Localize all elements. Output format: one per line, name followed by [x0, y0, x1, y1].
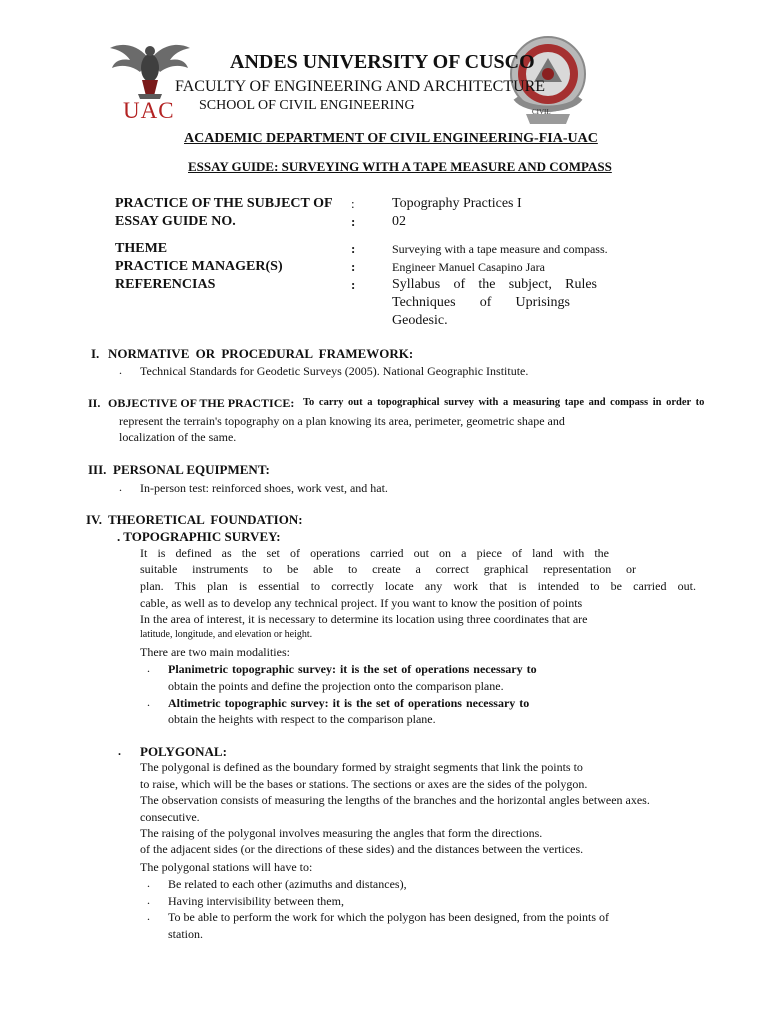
section-number: I.: [91, 346, 100, 361]
paragraph-line: represent the terrain's topography on a plan knowing its area, perimeter, geometric shape and: [119, 414, 565, 428]
list-item-continuation: station.: [168, 927, 203, 941]
planimetric-survey-label: Planimetric topographic survey: it is the set of operations necessary to: [168, 662, 537, 676]
subsection-title: . TOPOGRAPHIC SURVEY:: [117, 529, 281, 544]
subsection-title: POLYGONAL:: [140, 744, 227, 759]
manager-value: Engineer Manuel Casapino Jara: [392, 260, 545, 274]
paragraph-line: latitude, longitude, and elevation or height.: [140, 629, 313, 640]
paragraph-line: The polygonal is defined as the boundary formed by straight segments that link the points to: [140, 760, 583, 774]
list-item: Having intervisibility between them,: [168, 894, 344, 908]
paragraph-line: It is defined as the set of operations carried out on a piece of land with the: [140, 546, 609, 560]
references-value-line: Syllabus of the subject, Rules: [392, 277, 597, 292]
paragraph-line: cable, as well as to develop any technical project. If you want to know the position of points: [140, 596, 583, 610]
uac-logo-text: UAC: [123, 98, 175, 123]
guide-label: ESSAY GUIDE NO.: [115, 214, 236, 229]
paragraph-line: obtain the heights with respect to the comparison plane.: [168, 712, 436, 726]
altimetric-survey-label: Altimetric topographic survey: it is the set of operations necessary to: [168, 696, 530, 710]
paragraph-line: The observation consists of measuring the lengths of the branches and the horizontal angles between axes.: [140, 793, 650, 807]
essay-title: ESSAY GUIDE: SURVEYING WITH A TAPE MEASURE AND COMPASS: [188, 159, 612, 174]
list-item: Be related to each other (azimuths and distances),: [168, 877, 407, 891]
school-name: SCHOOL OF CIVIL ENGINEERING: [199, 98, 415, 113]
paragraph-line: suitable instruments to be able to create a correct graphical representation or: [140, 562, 636, 576]
list-item: Technical Standards for Geodetic Surveys (2005). National Geographic Institute.: [140, 364, 529, 378]
bullet: .: [147, 909, 150, 923]
bullet: .: [147, 695, 150, 709]
bullet: .: [147, 893, 150, 907]
paragraph-line: In the area of interest, it is necessary to determine its location using three coordinates that are: [140, 612, 588, 626]
list-item: In-person test: reinforced shoes, work vest, and hat.: [140, 481, 388, 495]
section-title: NORMATIVE OR PROCEDURAL FRAMEWORK:: [108, 346, 414, 361]
section-title: OBJECTIVE OF THE PRACTICE:: [108, 396, 295, 410]
theme-value: Surveying with a tape measure and compass.: [392, 242, 608, 256]
bullet: .: [118, 744, 121, 758]
department-title: ACADEMIC DEPARTMENT OF CIVIL ENGINEERING-FIA-UAC: [184, 131, 598, 146]
colon: :: [351, 259, 356, 274]
section-title: PERSONAL EQUIPMENT:: [113, 462, 270, 477]
paragraph-line: consecutive.: [140, 810, 200, 824]
paragraph-line: obtain the points and define the projection onto the comparison plane.: [168, 679, 504, 693]
section-number: IV.: [86, 512, 103, 527]
paragraph-line: localization of the same.: [119, 430, 237, 444]
paragraph-line: The polygonal stations will have to:: [140, 860, 313, 874]
bullet: .: [147, 876, 150, 890]
list-item: To be able to perform the work for which the polygon has been designed, from the points of: [168, 910, 610, 924]
bullet: .: [119, 363, 122, 377]
faculty-name: FACULTY OF ENGINEERING AND ARCHITECTURE: [175, 78, 546, 95]
paragraph-line: plan. This plan is essential to correctly locate any work that is intended to be carried out.: [140, 579, 696, 593]
theme-label: THEME: [115, 241, 168, 256]
references-value-line: Techniques of Uprisings: [392, 295, 570, 310]
subject-value: Topography Practices I: [392, 196, 522, 211]
section-title: THEORETICAL FOUNDATION:: [108, 512, 303, 527]
colon: :: [351, 214, 356, 229]
paragraph-line: There are two main modalities:: [140, 645, 290, 659]
references-value-line: Geodesic.: [392, 313, 448, 328]
section-number: II.: [88, 396, 101, 410]
paragraph-line: to raise, which will be the bases or stations. The sections or axes are the sides of the polygon.: [140, 777, 588, 791]
colon: :: [351, 241, 356, 256]
bullet: .: [147, 661, 150, 675]
section-number: III.: [88, 462, 107, 477]
bullet: .: [119, 480, 122, 494]
paragraph-line: The raising of the polygonal involves measuring the angles that form the directions.: [140, 826, 543, 840]
objective-lead: To carry out a topographical survey with a measuring tape and compass in order to: [303, 397, 705, 408]
seal-banner-text: CIVIL: [532, 108, 551, 116]
guide-value: 02: [392, 214, 406, 229]
manager-label: PRACTICE MANAGER(S): [115, 259, 283, 274]
colon: :: [351, 196, 355, 211]
university-name: ANDES UNIVERSITY OF CUSCO: [230, 51, 535, 73]
paragraph-line: of the adjacent sides (or the directions of these sides) and the distances between the vertices.: [140, 842, 584, 856]
references-label: REFERENCIAS: [115, 277, 216, 292]
colon: :: [351, 277, 356, 292]
subject-label: PRACTICE OF THE SUBJECT OF: [115, 196, 333, 211]
